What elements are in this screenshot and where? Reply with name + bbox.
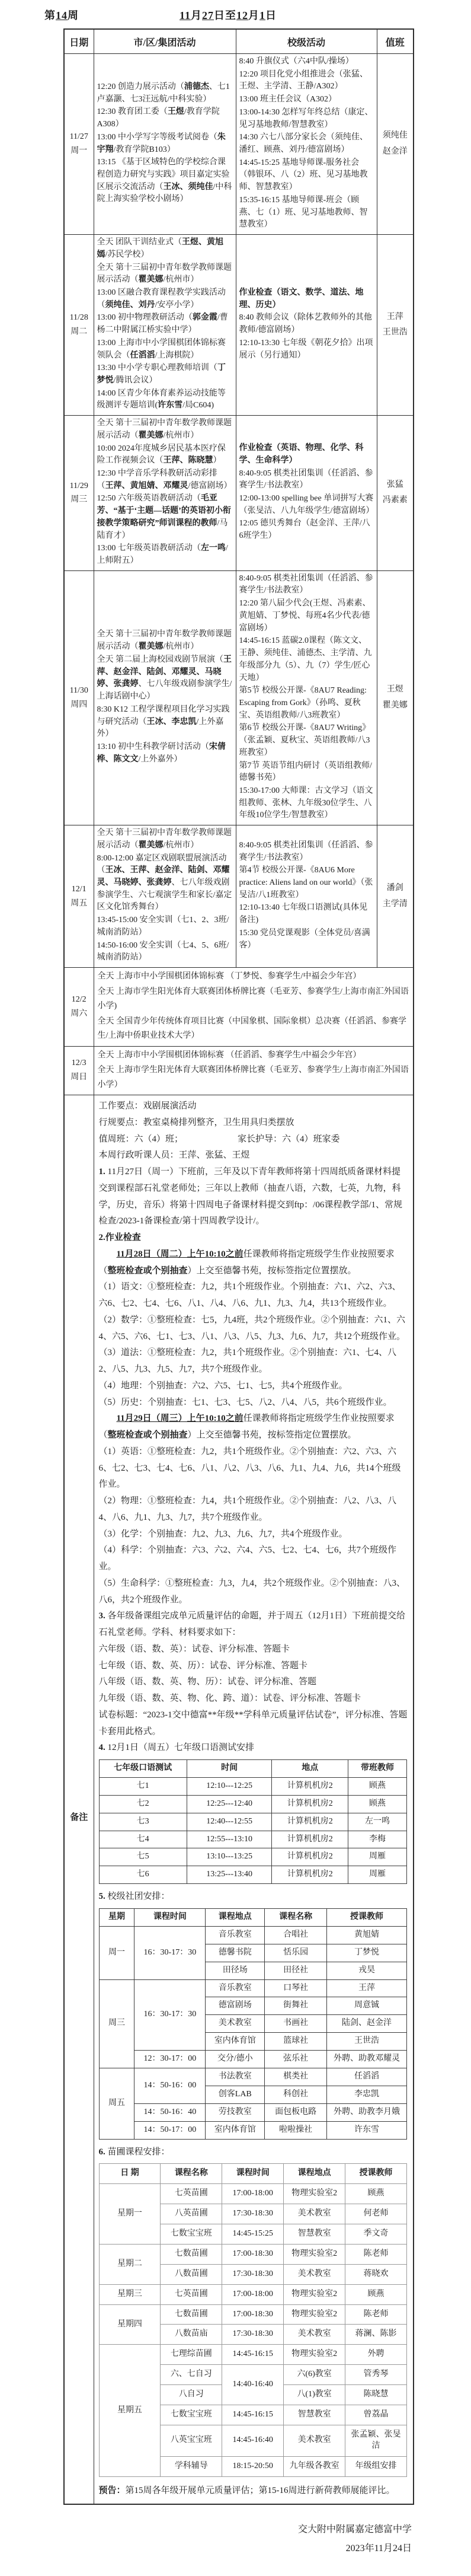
column-header: 授课教师 <box>327 1909 407 1927</box>
table-cell: 任滔滔 <box>327 2068 407 2086</box>
district-activities-cell <box>94 54 236 235</box>
table-cell: 七4 <box>99 1831 187 1848</box>
activity-item: 8:40-9:05 棋类社团集训（任滔滔、参赛学生/书法教室） <box>239 468 373 490</box>
activity-item: 15:35-16:15 基地导师课-班会（顾燕、七（1）班、见习基地教师、智慧教室） <box>239 195 368 229</box>
oral-row <box>99 1831 407 1848</box>
table-cell: 物理实验室2 <box>284 2184 345 2204</box>
table-cell: 周一 <box>99 1926 134 1979</box>
col-header-district-activities: 市/区/集团活动 <box>94 29 236 54</box>
table-cell: 美术教室 <box>284 2264 345 2284</box>
week-label: 第14周 <box>44 9 79 21</box>
activity-item: 14:30 六七八部分家长会（须纯佳、潘红、顾燕、刘丹/德富剧场） <box>239 133 368 155</box>
nursery-row <box>99 2304 407 2325</box>
column-header: 课程名称 <box>161 2164 222 2184</box>
table-cell: 星期二 <box>99 2244 161 2284</box>
table-cell: 九年级各教室 <box>284 2456 345 2476</box>
clubs-table <box>99 1908 408 2140</box>
activity-item: 13:45-15:00 安全实训（七1、2、3班/城南消防站） <box>97 916 229 937</box>
remark-line: 5. 校级社团安排： <box>98 1892 170 1902</box>
table-cell: 计算机机房2 <box>272 1831 348 1848</box>
activity-item: 10:00 2024年度城乡居民基本医疗保险工作视频会议（王萍、陈晓慧） <box>97 444 226 466</box>
activity-item: 13:00 班主任会议（A302） <box>239 95 337 104</box>
date-cell: 11/28 周二 <box>64 235 94 416</box>
table-cell: 八数苗圃 <box>161 2264 222 2284</box>
table-cell: 智慧教室 <box>284 2224 345 2245</box>
schedule-row-11-28 <box>64 235 414 416</box>
table-cell: 室内体育馆 <box>206 2033 265 2051</box>
table-cell: 李忠凯 <box>327 2086 407 2103</box>
oral-row <box>99 1795 407 1813</box>
table-cell: 智慧教室 <box>284 2405 345 2425</box>
table-cell: 七数苗圃 <box>161 2304 222 2325</box>
activity-item: 第5节 校级公开课-《8AU7 Reading: Escaping from Gork》（孙鸣、夏秋宝、英语组教师/八3班教室） <box>239 686 367 720</box>
table-cell: 季文奇 <box>345 2224 407 2245</box>
table-cell: 外聘 <box>345 2345 407 2365</box>
table-cell: 周三 <box>99 1979 134 2068</box>
table-cell: 七数宝宝班 <box>161 2224 222 2245</box>
table-cell: 周意铖 <box>327 1997 407 2015</box>
table-cell: 14：50-16：00 <box>134 2068 206 2104</box>
table-cell: 14:45-16:15 <box>222 2405 284 2425</box>
remark-line: 六年级（语、数、英）：试卷、评分标准、答题卡 <box>98 1644 290 1654</box>
activity-item: 13:00 区融合教育课程教学实践活动（须纯佳、刘丹/安亭小学） <box>97 288 226 310</box>
table-cell: 顾燕 <box>345 2184 407 2204</box>
table-cell: 音乐教室 <box>206 1979 265 1997</box>
schedule-row-12-3 <box>64 1046 414 1095</box>
activity-item: 第6节 校级公开课-《8AU7 Writing》（张孟颖、夏秋宝、英语组教师/八3班教室） <box>239 723 371 757</box>
table-cell: 13:10---13:25 <box>187 1848 272 1866</box>
column-header: 七年级口语测试 <box>99 1760 187 1778</box>
table-cell: 美术教室 <box>284 2204 345 2224</box>
table-cell: 陆剑、赵金洋 <box>327 2015 407 2033</box>
activity-item: 全天 上海市中小学围棋团体锦标赛 （任滔滔、参赛学生/中福会少年宫） <box>97 1050 361 1060</box>
table-cell: 物理实验室2 <box>284 2304 345 2325</box>
oral-header-row <box>99 1760 407 1778</box>
table-cell: 八数苗庙 <box>161 2325 222 2345</box>
schedule-row-11-29 <box>64 416 414 571</box>
table-cell: 德富剧场 <box>206 1997 265 2015</box>
table-cell: 七6 <box>99 1866 187 1884</box>
duty-cell: 须纯佳 赵金洋 <box>377 54 414 235</box>
activity-item: 作业检查（英语、物理、化学、科学、生命科学） <box>239 444 364 465</box>
table-cell: 陈晓慧 <box>345 2385 407 2405</box>
table-cell: 七英苗圃 <box>161 2284 222 2304</box>
merged-activities-cell <box>94 968 414 1047</box>
table-cell: 王萍 <box>327 1979 407 1997</box>
remark-line: 1. 11月27日（周一）下班前，三年及以下青年教师将第十四周纸质备课材料提交到课程部石礼堂老师处；三年以上教师（抽查八语，六数，七英，九物，科学，历史，音乐）将第十四周电子备课材料提交到ftp：/06课程教学部/1、常规检查/2023-1备课检查/第十四周教学设计/。 <box>98 1167 403 1226</box>
column-header: 课程地点 <box>206 1909 265 1927</box>
table-cell: 周五 <box>99 2068 134 2140</box>
table-cell: 曾荔晶 <box>345 2405 407 2425</box>
table-cell: 八英苗圃 <box>161 2204 222 2224</box>
table-cell: 丁梦悦 <box>327 1944 407 1962</box>
table-cell: 16：30-17：30 <box>134 1979 206 2051</box>
nursery-header-row <box>99 2164 407 2184</box>
duty-cell: 潘剑 主学清 <box>377 825 414 968</box>
remark-line: 11月28日（周二）上午10:10之前任课教师将指定班级学生作业按照要求（整班检查或个别抽查）上交至德馨书苑，按标签指定位置摆放。 <box>98 1249 395 1276</box>
activity-item: 13:00 七年级英语教研活动（左一鸣/上师附五） <box>97 544 228 566</box>
school-activities-cell <box>236 235 377 416</box>
table-cell: 戎昊 <box>327 1962 407 1979</box>
district-activities-cell <box>94 825 236 968</box>
table-cell: 14:45-16:40 <box>222 2425 284 2456</box>
table-cell: 计算机机房2 <box>272 1777 348 1795</box>
remarks-label-cell: 备注 <box>64 1095 94 2505</box>
table-cell: 六(6)教室 <box>284 2365 345 2385</box>
col-header-date: 日期 <box>64 29 94 54</box>
col-header-duty: 值班 <box>377 29 414 54</box>
table-cell: 张孟颖、张旻洁 <box>345 2425 407 2456</box>
oral-row <box>99 1866 407 1884</box>
table-cell: 12：30-17：00 <box>134 2051 206 2068</box>
school-activities-cell <box>236 570 377 825</box>
activity-item: 13:00 初中物理教研活动（郭金霞/曹杨二中附属江桥实验中学） <box>97 313 228 335</box>
table-cell: 18:15-20:50 <box>222 2456 284 2476</box>
activity-item: 12:30 教育团工委（王煜/教育学院A308） <box>97 107 220 129</box>
activity-item: 15:30 党员党课观影（全体党员/喜满客） <box>239 928 370 950</box>
table-cell: 14：50-16：40 <box>134 2103 206 2121</box>
table-cell: 17:00-18:00 <box>222 2284 284 2304</box>
activity-item: 12:10-13:30 七年级《朝花夕拾》出项展示（另行通知） <box>239 338 373 360</box>
activity-item: 全天 上海市中小学围棋团体锦标赛 （丁梦悦、参赛学生/中福会少年宫） <box>97 972 361 981</box>
table-cell: 外聘、助教邓耀灵 <box>327 2051 407 2068</box>
oral-table <box>99 1759 408 1884</box>
table-cell: 恬乐园 <box>265 1944 327 1962</box>
remark-line: 九年级（语、数、英、物、化、跨、道）：试卷、评分标准、答题卡 <box>98 1694 361 1704</box>
remark-line: 4. 12月1日（周五）七年级口语测试安排 <box>98 1743 255 1753</box>
activity-item: 14:45-16:15 蓝碳2.0课程（陈文文、王静、须纯佳、浦德杰、主学清、九年级部分九（5）、九（7）学生/匠心天地） <box>239 636 372 683</box>
table-cell: 周雁 <box>348 1866 407 1884</box>
table-cell: 17:00-18:00 <box>222 2184 284 2204</box>
clubs-row <box>99 1926 407 1944</box>
remark-line: （4）科学：个别抽查：六3、六2、六4、六5、七2、七4、七6，共7个班级作业。 <box>98 1545 397 1572</box>
activity-item: 全天 第十三届初中青年数学教师课题展示活动（瞿美娜/杭州市） <box>97 419 232 440</box>
table-cell: 12:55---13:10 <box>187 1831 272 1848</box>
district-activities-cell <box>94 235 236 416</box>
table-cell: 物理实验室2 <box>284 2244 345 2264</box>
activity-item: 8:40-9:05 棋类社团集训（任滔滔、参赛学生/书法教室） <box>239 573 373 595</box>
schedule-row-12-2 <box>64 968 414 1047</box>
date-cell: 11/27 周一 <box>64 54 94 235</box>
school-activities-cell <box>236 416 377 571</box>
activity-item: 全天 全国青少年传统体育项目比赛（中国象棋、国际象棋）总决赛（任滔滔、参赛学生/上海中侨职业技术大学） <box>97 1016 406 1041</box>
activity-item: 12:20 创造力展示活动（浦德杰、七1卢嘉灏、七3汪远航/中科实验） <box>97 82 230 104</box>
remark-line: （3）化学：个别抽查：九2、九3、九6、九7，共4个班级作业。 <box>98 1529 348 1539</box>
table-cell: 七3 <box>99 1813 187 1831</box>
table-cell: 八(1)教室 <box>284 2385 345 2405</box>
schedule-row-11-30 <box>64 570 414 825</box>
activity-item: 12:20 项目化党小组推进会（张猛、王煜、主学清、王静/A302） <box>239 69 368 91</box>
date-cell: 12/2 周六 <box>64 968 94 1047</box>
table-cell: 田径社 <box>265 1962 327 1979</box>
table-cell: 管秀琴 <box>345 2365 407 2385</box>
activity-item: 8:00-12:00 嘉定区戏剧联盟展演活动（王冰、王萍、赵金洋、陆剑、邓耀灵、马晓婷、张龚婷、七八年级戏剧参演学生、六七观演学生和家长/嘉定区文化馆秀舞台） <box>97 853 232 912</box>
schedule-row-11-27 <box>64 54 414 235</box>
table-cell: 计算机机房2 <box>272 1813 348 1831</box>
table-cell: 14:45-15:25 <box>222 2224 284 2245</box>
table-cell: 17:00-18:30 <box>222 2244 284 2264</box>
remark-line: 11月29日（周三）上午10:10之前任课教师将指定班级学生作业按照要求（整班检查或个别抽查）上交至德馨书苑，按标签指定位置摆放。 <box>98 1414 395 1440</box>
table-cell: 七1 <box>99 1777 187 1795</box>
clubs-row <box>99 2068 407 2086</box>
table-cell: 顾燕 <box>348 1795 407 1813</box>
remark-line: 试卷标题：“2023-1交中德富**年级**学科单元质量评估试卷”，评分标准、答题卡套用此格式。 <box>98 1710 408 1736</box>
table-cell: 17:30-18:30 <box>222 2325 284 2345</box>
table-cell: 计算机机房2 <box>272 1795 348 1813</box>
table-cell: 口琴社 <box>265 1979 327 1997</box>
remark-pair-left: 值周班：六（4）班； <box>98 1134 184 1144</box>
clubs-row <box>99 1979 407 1997</box>
table-cell: 14:45-16:15 <box>222 2345 284 2365</box>
schedule-table <box>63 28 414 2505</box>
duty-cell: 王煜 瞿美娜 <box>377 570 414 825</box>
table-cell: 物理实验室2 <box>284 2345 345 2365</box>
table-cell: 七英苗圃 <box>161 2184 222 2204</box>
activity-item: 12:30 中学音乐学科教研活动彩排（王萍、黄旭婧、邓耀灵/德富剧场） <box>97 469 232 490</box>
table-cell: 黄旭婧 <box>327 1926 407 1944</box>
table-cell: 美术教室 <box>284 2425 345 2456</box>
date-cell: 12/3 周日 <box>64 1046 94 1095</box>
remark-line: （3）道法：①整班检查：九2，共1个班级作业。②个别抽查：六1、七4、八2、八5、九3、九5、九7，共7个班级作业。 <box>98 1348 397 1375</box>
remark-line: （5）历史：个别抽查：七1、七3、七5、八2、八4、八5，共6个班级作业。 <box>98 1397 392 1407</box>
remark-line: 6. 苗圃课程安排： <box>98 2147 170 2157</box>
table-cell: 啦啦操社 <box>265 2121 327 2139</box>
table-cell: 篮球社 <box>265 2033 327 2051</box>
table-cell: 书画社 <box>265 2015 327 2033</box>
activity-item: 12:10-13:40 七年级口语测试(具体见备注) <box>239 903 368 925</box>
activity-item: 第4节 校级公开课-《8AU6 More practice: Aliens land on our world》（张旻洁/八1班教室） <box>239 866 373 900</box>
remark-line: （1）英语：①整班检查：九2，共1个班级作业。②个别抽查：六2、六3、六6、七2、七3、七4、七6、八1、八2、八3、八6、九1、九4、九6，共14个班级作业。 <box>98 1446 401 1490</box>
duty-cell: 张猛 冯素素 <box>377 416 414 571</box>
activity-item: 14:50-16:00 安全实训（七4、5、6班/城南消防站） <box>97 941 229 962</box>
table-cell: 音乐教室 <box>206 1926 265 1944</box>
table-cell: 八英宝宝班 <box>161 2425 222 2456</box>
col-header-school-activities: 校级活动 <box>236 29 377 54</box>
clubs-row <box>99 2103 407 2121</box>
activity-item: 全天 上海市学生阳光体育大联赛团体桥牌比赛（毛亚芳、参赛学生/上海市南汇外国语小学） <box>97 1066 409 1089</box>
activity-item: 第7节 英语节组内研讨（英语组教师/德馨书苑） <box>239 761 372 783</box>
table-cell: 科创社 <box>265 2086 327 2103</box>
remark-pair-right: 家长护导：六（4）班家委 <box>238 1134 340 1144</box>
document-header <box>0 7 471 23</box>
activity-item: 8:30 K12 工程学课程项目化学习实践与研究活动（王冰、李忠凯/上外嘉外） <box>97 704 230 739</box>
table-cell: 六、七自习 <box>161 2365 222 2385</box>
remark-line: （4）地理：个别抽查：六2、六5、七1、七5，共4个班级作业。 <box>98 1381 348 1391</box>
table-cell: 陈老师 <box>345 2304 407 2325</box>
table-cell: 七数宝宝班 <box>161 2405 222 2425</box>
activity-item: 13:15 《基于区域特色的学校综合课程创造力研究与实践》项目嘉定实验区展示交流活动（王冰、须纯佳/中科院上海实验学校小剧场） <box>97 158 232 204</box>
table-cell: 创客LAB <box>206 2086 265 2103</box>
nursery-row <box>99 2184 407 2204</box>
remark-line: 3. 各年级备课组完成单元质量评估的命题，并于周五（12月1日）下班前提交给石礼堂老师。学科、材料要求如下： <box>98 1611 406 1638</box>
column-header: 带班教师 <box>348 1760 407 1778</box>
activity-item: 全天 第十三届初中青年数学教师课题展示活动（瞿美娜/杭州市） <box>97 263 232 285</box>
document-footer <box>0 2520 471 2558</box>
schedule-body <box>64 54 414 2505</box>
table-cell: 弦乐社 <box>265 2051 327 2068</box>
table-cell: 14：50-17：00 <box>134 2121 206 2139</box>
table-cell: 顾燕 <box>345 2284 407 2304</box>
remark-line: （2）数学：①整班检查：七5，九4班，共2个班级作业。②个别抽查：六1、六4、六5、六6、七1、七3、八1、八3、八5、九3、九6、九7，共12个班级作业。 <box>98 1315 406 1341</box>
table-cell: 七5 <box>99 1848 187 1866</box>
table-cell: 16：30-17：30 <box>134 1926 206 1979</box>
schedule-header-row <box>64 29 414 54</box>
clubs-row <box>99 2051 407 2068</box>
activity-item: 12:00-13:00 spelling bee 单词拼写大赛（张旻洁、八九年级学生/德富剧场） <box>239 493 374 515</box>
table-cell: 14:40-16:40 <box>222 2365 284 2405</box>
remarks-content-cell <box>94 1095 414 2505</box>
activity-item: 13:00 中小学写字等级考试阅卷（朱宇翔/教育学院B103） <box>97 132 226 154</box>
table-cell: 合唱社 <box>265 1926 327 1944</box>
column-header: 课程时间 <box>222 2164 284 2184</box>
table-cell: 七2 <box>99 1795 187 1813</box>
remark-line: 行规要点：教室桌椅排列整齐，卫生用具归类摆放 <box>98 1117 294 1127</box>
schedule-row-12-1 <box>64 825 414 968</box>
activity-item: 13:00 上海市中小学围棋团体锦标赛领队会（任滔滔/上海棋院） <box>97 338 226 360</box>
column-header: 授课教师 <box>345 2164 407 2184</box>
table-cell: 星期一 <box>99 2184 161 2245</box>
table-cell: 书法教室 <box>206 2068 265 2086</box>
activity-item: 全天 上海市学生阳光体育大联赛团体桥牌比赛（毛亚芳、参赛学生/上海市南汇外国语小学) <box>97 987 409 1011</box>
table-cell: 17:00-18:30 <box>222 2304 284 2325</box>
column-header: 课程时间 <box>134 1909 206 1927</box>
activity-item: 13:30 中小学专职心理教师培训（丁梦悦/腾讯会议） <box>97 364 226 385</box>
table-cell: 17:30-18:30 <box>222 2264 284 2284</box>
table-cell: 12:25---12:40 <box>187 1795 272 1813</box>
school-activities-cell <box>236 54 377 235</box>
column-header: 课程名称 <box>265 1909 327 1927</box>
table-cell: 面包板电路 <box>265 2103 327 2121</box>
duty-cell: 王萍 王世浩 <box>377 235 414 416</box>
table-cell: 左一鸣 <box>348 1813 407 1831</box>
table-cell: 计算机机房2 <box>272 1866 348 1884</box>
activity-item: 全天 第二届上海校园戏剧节展演（王萍、赵金洋、陆剑、邓耀灵、马晓婷、张龚婷、七八年级戏剧参演学生/上海话剧中心） <box>97 655 232 702</box>
column-header: 日 期 <box>99 2164 161 2184</box>
table-cell: 何老师 <box>345 2204 407 2224</box>
table-cell: 星期三 <box>99 2284 161 2304</box>
table-cell: 七数苗圃 <box>161 2244 222 2264</box>
remark-line: 预告：第15周各年级开展单元质量评估；第15-16周进行新荷教师展能评比。 <box>98 2485 395 2495</box>
activity-item: 全天 第十三届初中青年数学教师课题展示活动（瞿美娜/杭州市） <box>97 828 232 850</box>
table-cell: 美术教室 <box>206 2015 265 2033</box>
nursery-row <box>99 2345 407 2365</box>
table-cell: 12:10---12:25 <box>187 1777 272 1795</box>
issue-date: 2023年11月24日 <box>345 2543 412 2554</box>
activity-item: 8:40 教师会议（除体艺教师外的其他教师/德富剧场） <box>239 313 372 335</box>
remark-line: 八年级（语、数、英、物、历）：试卷、评分标准、答题 <box>98 1677 317 1687</box>
remark-line: （1）语文：①整班检查：九2，共1个班级作业。个别抽查：六1、六2、六3、六6、七2、七4、七6、八1、八4、八6、九1、九3、九4，共13个班级作业。 <box>98 1282 401 1309</box>
district-activities-cell <box>94 570 236 825</box>
table-cell: 年级组安排 <box>345 2456 407 2476</box>
table-cell: 交分/德小 <box>206 2051 265 2068</box>
table-cell: 劳技教室 <box>206 2103 265 2121</box>
remark-line: 工作要点：戏剧展演活动 <box>98 1101 197 1111</box>
clubs-row <box>99 2121 407 2139</box>
table-cell: 王世浩 <box>327 2033 407 2051</box>
school-name: 交大附中附属嘉定德富中学 <box>297 2524 412 2535</box>
remark-line: （5）生命科学：①整班检查：九3，九4，共2个班级作业。②个别抽查：八3、八6，共2个班级作业。 <box>98 1578 406 1605</box>
table-cell: 12:40---12:55 <box>187 1813 272 1831</box>
column-header: 星期 <box>99 1909 134 1927</box>
remarks-row <box>64 1095 414 2505</box>
remark-line <box>99 1131 409 1148</box>
remark-line: 2.作业检查 <box>98 1233 141 1243</box>
activity-item: 全天 团队干训结业式（王煜、黄旭嫣/苏民学校） <box>97 238 223 259</box>
table-cell: 物理实验室2 <box>284 2284 345 2304</box>
district-activities-cell <box>94 416 236 571</box>
table-cell: 许东雪 <box>327 2121 407 2139</box>
remark-line: 本周行政听课人员：王萍、张猛、王煜 <box>98 1150 250 1161</box>
table-cell: 蒋澜、陈影 <box>345 2325 407 2345</box>
table-cell: 陈老师 <box>345 2244 407 2264</box>
activity-item: 作业检查（语文、数学、道法、地理、历史） <box>239 288 364 310</box>
table-cell: 室内体育馆 <box>206 2121 265 2139</box>
table-cell: 计算机机房2 <box>272 1848 348 1866</box>
table-cell: 17:30-18:30 <box>222 2204 284 2224</box>
table-cell: 蒋晓欢 <box>345 2264 407 2284</box>
date-cell: 12/1 周五 <box>64 825 94 968</box>
table-cell: 德馨书院 <box>206 1944 265 1962</box>
activity-item: 12:05 德贝秀舞台（赵金洋、王萍/八6班学生） <box>239 519 370 541</box>
table-cell: 田径场 <box>206 1962 265 1979</box>
date-cell: 11/30 周四 <box>64 570 94 825</box>
activity-item: 13:00-14:30 怎样写年终总结（康定、见习基地教师/智慧教室） <box>239 107 373 129</box>
column-header: 地点 <box>272 1760 348 1778</box>
date-cell: 11/29 周三 <box>64 416 94 571</box>
remark-line: 七年级（语、数、英、历）：试卷、评分标准、答题卡 <box>98 1660 308 1670</box>
activity-item: 8:40 升旗仪式（六4中队/操场） <box>239 57 354 66</box>
activity-item: 14:45-15:25 基地导师课-服务社会（韩银环、八（2）班、见习基地教师、智慧教室） <box>239 158 368 192</box>
nursery-row <box>99 2284 407 2304</box>
table-cell: 周雁 <box>348 1848 407 1866</box>
activity-item: 12:20 第八届少代会(王煜、冯素素、黄旭婧、丁梦悦、每班4名少代表/德富剧场） <box>239 599 371 633</box>
column-header: 课程地点 <box>284 2164 345 2184</box>
activity-item: 13:10 初中生科教学研讨活动（宋倩桦、陈文文/上外嘉外） <box>97 742 226 764</box>
table-cell: 李梅 <box>348 1831 407 1848</box>
date-range: 11月27日至12月1日 <box>180 9 277 21</box>
activity-item: 15:30-17:00 大师课：古文学习（语文组教师、张林、九年级30位学生、八年级10位学生/智慧教室） <box>239 786 373 820</box>
clubs-header-row <box>99 1909 407 1927</box>
table-cell: 学科辅导 <box>161 2456 222 2476</box>
activity-item: 12:50 六年级英语教研活动（毛亚芳、“基于‘主题—话题’的英语初小衔接教学策略研究”师训课程的教师/马陆育才） <box>97 494 231 540</box>
activity-item: 14:00 区青少年体育素养运动技能等级测评专题培训(许东雪/局C604) <box>97 388 226 410</box>
activity-item: 全天 第十三届初中青年数学教师课题展示活动（瞿美娜/杭州市） <box>97 630 232 652</box>
table-cell: 顾燕 <box>348 1777 407 1795</box>
table-cell: 八自习 <box>161 2385 222 2405</box>
oral-row <box>99 1848 407 1866</box>
activity-item: 8:40-9:05 棋类社团集训（任滔滔、参赛学生/书法教室） <box>239 840 373 862</box>
table-cell: 13:25---13:40 <box>187 1866 272 1884</box>
table-cell: 星期四 <box>99 2304 161 2345</box>
table-cell: 星期五 <box>99 2345 161 2476</box>
nursery-table <box>99 2163 408 2476</box>
table-cell: 棋类社 <box>265 2068 327 2086</box>
oral-row <box>99 1813 407 1831</box>
merged-activities-cell <box>94 1046 414 1095</box>
table-cell: 美术教室 <box>284 2325 345 2345</box>
oral-row <box>99 1777 407 1795</box>
table-cell: 街舞社 <box>265 1997 327 2015</box>
table-cell: 外聘、助教李月娥 <box>327 2103 407 2121</box>
table-cell: 七理综苗圃 <box>161 2345 222 2365</box>
column-header: 时间 <box>187 1760 272 1778</box>
nursery-row <box>99 2244 407 2264</box>
school-activities-cell <box>236 825 377 968</box>
remark-line: （2）物理：①整班检查：九4，共1个班级作业。②个别抽查：八2、八3、八4、八6、九1、九3、九7，共7个班级作业。 <box>98 1496 397 1522</box>
